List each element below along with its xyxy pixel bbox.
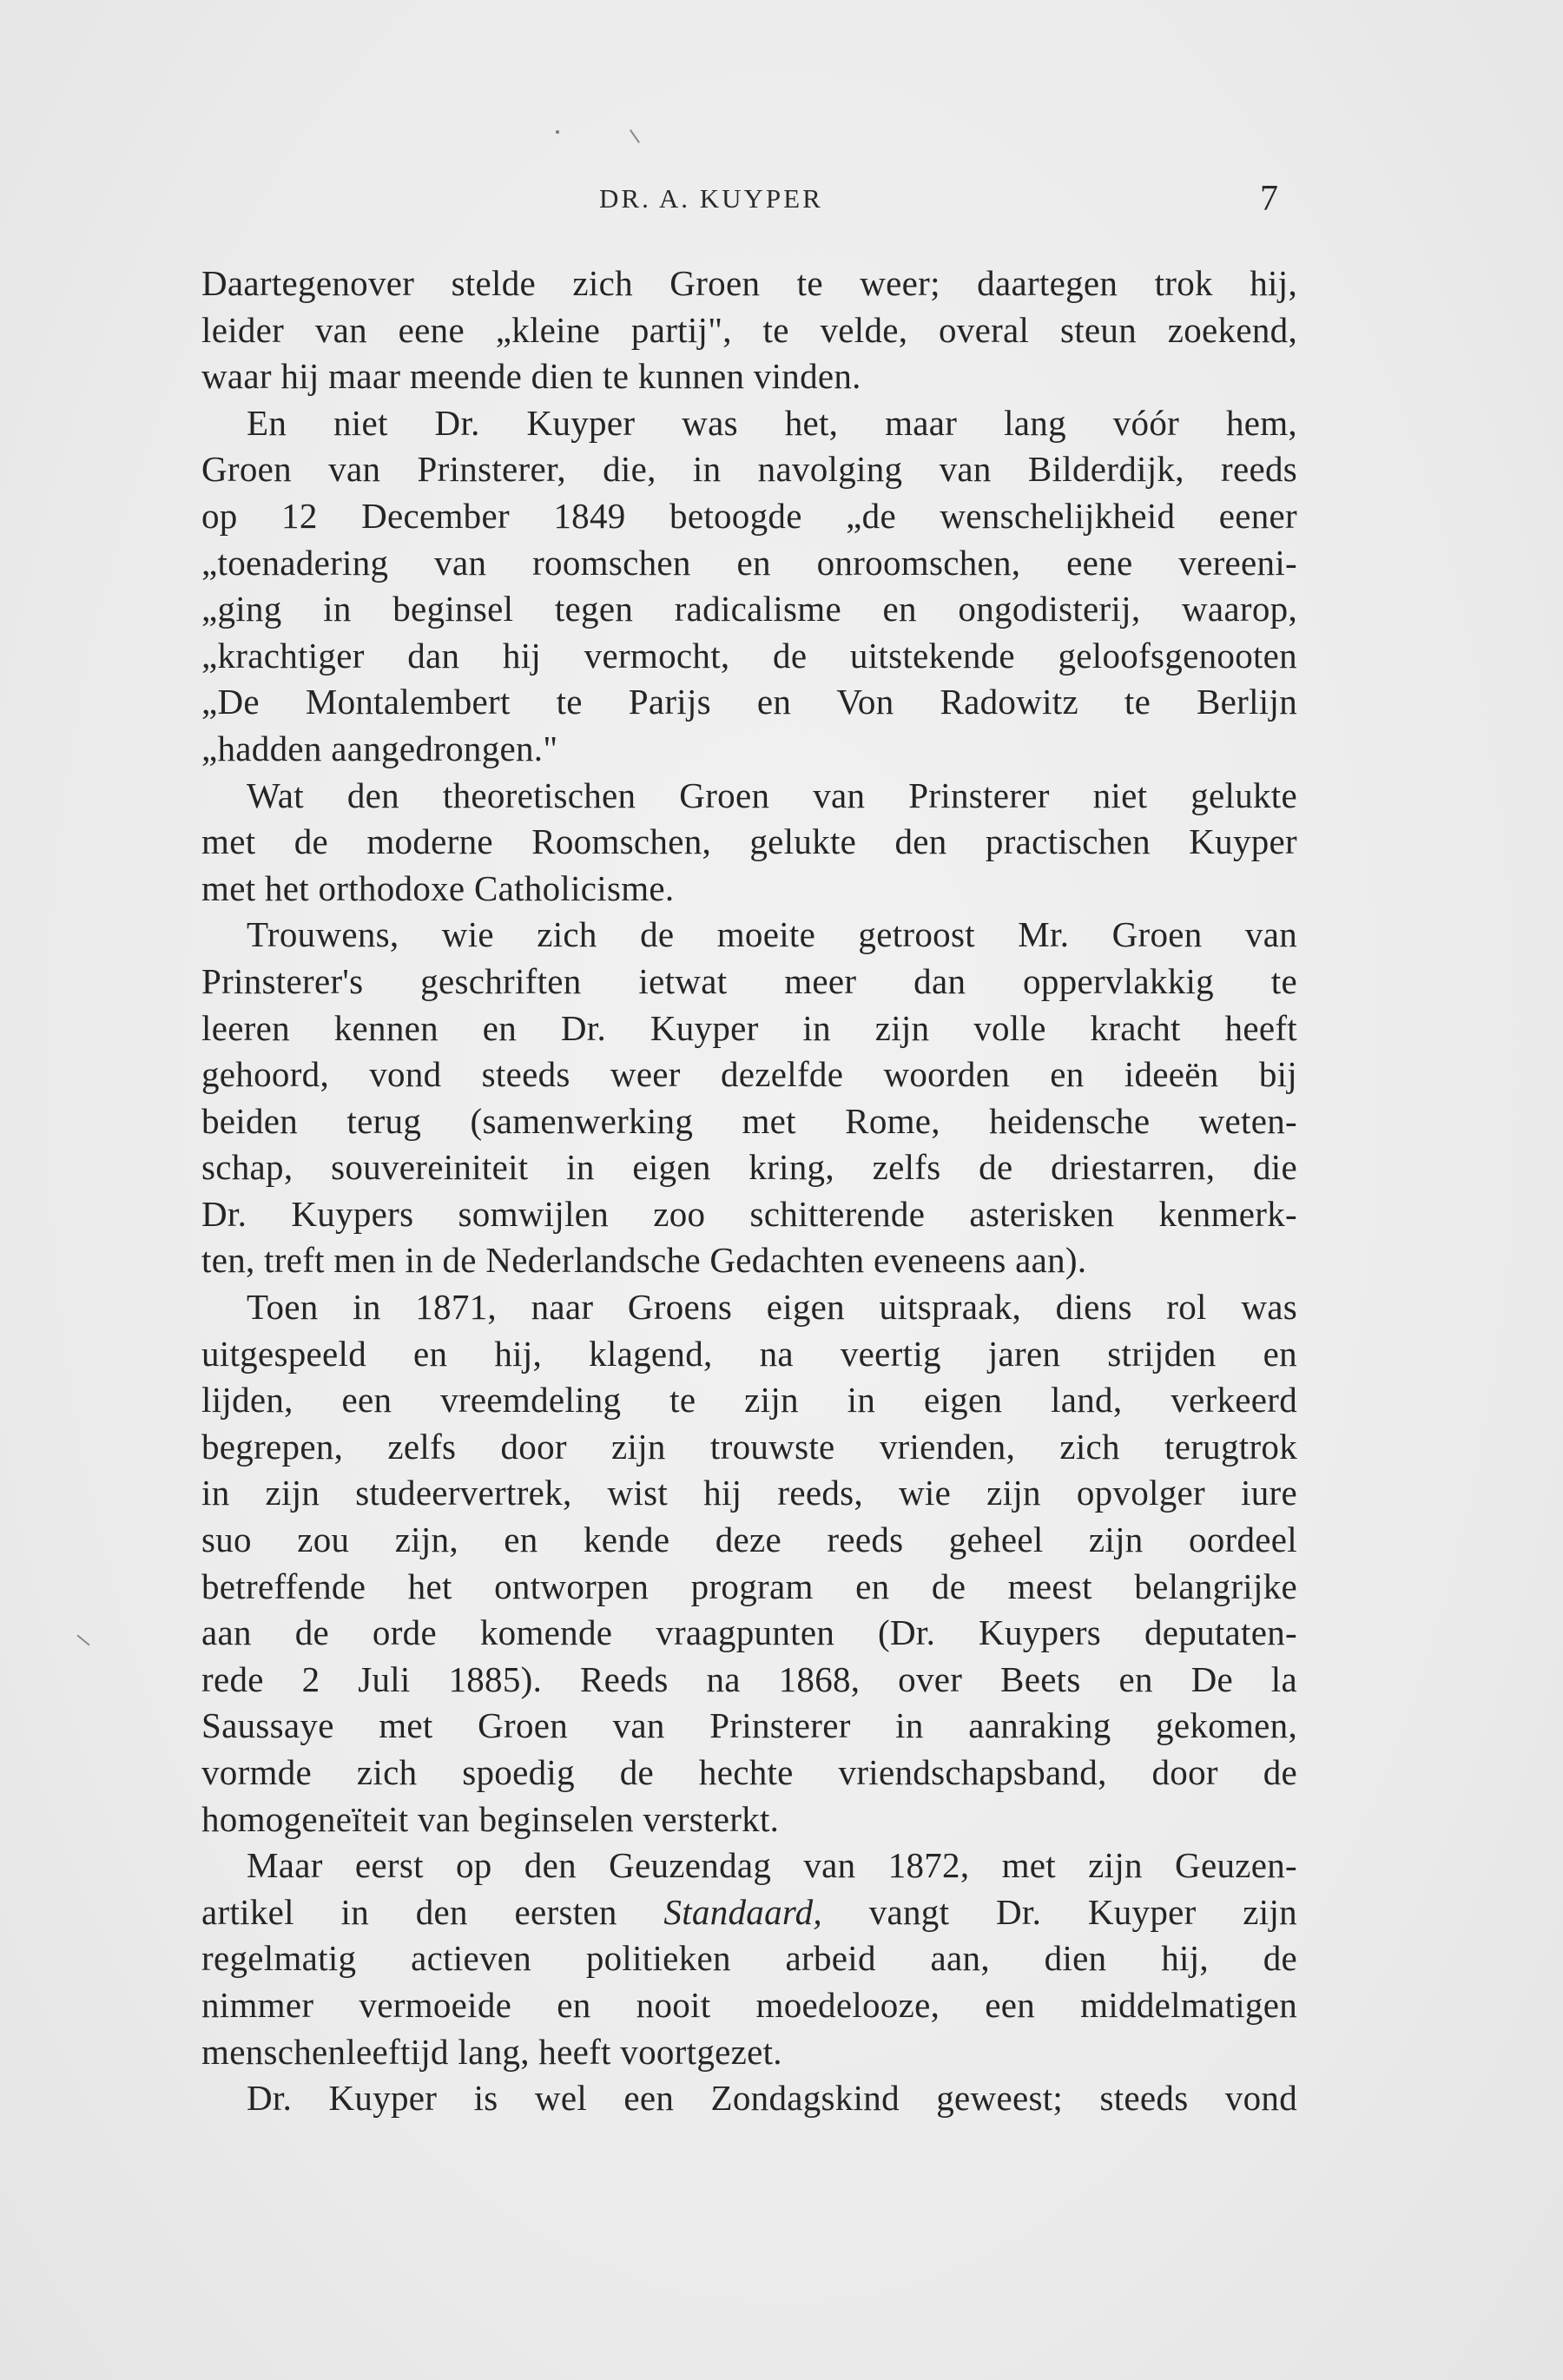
text-line: schap, souvereiniteit in eigen kring, zelfs de driestarren, die <box>201 1147 1297 1188</box>
print-speck <box>630 129 640 143</box>
text-line: rede 2 Juli 1885). Reeds na 1868, over Beets en De la <box>201 1658 1297 1699</box>
text-line: Dr. Kuyper is wel een Zondagskind geweest; steeds vond <box>247 2078 1297 2119</box>
text-line: Dr. Kuypers somwijlen zoo schitterende asterisken kenmerk- <box>201 1193 1297 1234</box>
text-line: „ging in beginsel tegen radicalisme en ongodisterij, waarop, <box>201 589 1297 630</box>
page-number: 7 <box>1260 179 1278 219</box>
text-line: vormde zich spoedig de hechte vriendschapsband, door de <box>201 1752 1297 1792</box>
text-line: „De Montalembert te Parijs en Von Radowitz te Berlijn <box>201 682 1297 722</box>
text-line: menschenleeftijd lang, heeft voortgezet. <box>201 2031 782 2072</box>
text-line: waar hij maar meende dien te kunnen vinden. <box>201 356 861 397</box>
text-segment: vangt Dr. Kuyper zijn <box>868 1891 1297 1932</box>
text-line: op 12 December 1849 betoogde „de wenschelijkheid eener <box>201 495 1297 536</box>
running-head: DR. A. KUYPER <box>599 183 823 214</box>
text-line: uitgespeeld en hij, klagend, na veertig jaren strijden en <box>201 1333 1297 1374</box>
print-speck <box>76 1634 89 1645</box>
text-line: Prinsterer's geschriften ietwat meer dan oppervlakkig te <box>201 960 1297 1001</box>
text-line: met de moderne Roomschen, gelukte den practischen Kuyper <box>201 821 1297 862</box>
italic-title: Standaard, <box>663 1891 822 1932</box>
text-line: leider van eene „kleine partij", te velde, overal steun zoekend, <box>201 309 1297 350</box>
text-line: Maar eerst op den Geuzendag van 1872, met zijn Geuzen- <box>247 1845 1297 1886</box>
text-line: homogeneïteit van beginselen versterkt. <box>201 1798 780 1839</box>
text-line: „toenadering van roomschen en onroomschen, eene vereeni- <box>201 542 1297 583</box>
text-line: met het orthodoxe Catholicisme. <box>201 867 675 908</box>
text-line: aan de orde komende vraagpunten (Dr. Kuypers deputaten- <box>201 1612 1297 1653</box>
text-line: Daartegenover stelde zich Groen te weer; daartegen trok hij, <box>201 263 1297 303</box>
page-header <box>201 178 1278 230</box>
text-line: in zijn studeervertrek, wist hij reeds, wie zijn opvolger iure <box>201 1473 1297 1513</box>
print-speck <box>556 130 559 134</box>
text-line: „krachtiger dan hij vermocht, de uitstekende geloofsgenooten <box>201 635 1297 676</box>
text-line: Wat den theoretischen Groen van Prinsterer niet gelukte <box>247 775 1297 815</box>
text-line: begrepen, zelfs door zijn trouwste vrienden, zich terugtrok <box>201 1426 1297 1467</box>
text-line: Toen in 1871, naar Groens eigen uitspraak, diens rol was <box>247 1287 1297 1328</box>
text-line: leeren kennen en Dr. Kuyper in zijn volle kracht heeft <box>201 1007 1297 1048</box>
text-line: Trouwens, wie zich de moeite getroost Mr. Groen van <box>247 914 1297 955</box>
text-line: Saussaye met Groen van Prinsterer in aanraking gekomen, <box>201 1705 1297 1746</box>
text-line: Groen van Prinsterer, die, in navolging van Bilderdijk, reeds <box>201 449 1297 490</box>
text-line: beiden terug (samenwerking met Rome, heidensche weten- <box>201 1100 1297 1141</box>
text-line: ten, treft men in de Nederlandsche Gedachten eveneens aan). <box>201 1240 1087 1281</box>
text-line: betreffende het ontworpen program en de meest belangrijke <box>201 1566 1297 1606</box>
body-text <box>201 260 1297 2122</box>
text-line: En niet Dr. Kuyper was het, maar lang vóór hem, <box>247 402 1297 443</box>
text-line: nimmer vermoeide en nooit moedelooze, een middelmatigen <box>201 1984 1297 2025</box>
text-line: „hadden aangedrongen." <box>201 728 558 768</box>
text-line: lijden, een vreemdeling te zijn in eigen land, verkeerd <box>201 1380 1297 1421</box>
text-segment: artikel in den eersten <box>201 1891 617 1932</box>
text-line: regelmatig actieven politieken arbeid aan, dien hij, de <box>201 1938 1297 1979</box>
text-line: suo zou zijn, en kende deze reeds geheel zijn oordeel <box>201 1520 1297 1560</box>
text-line: gehoord, vond steeds weer dezelfde woorden en ideeën bij <box>201 1054 1297 1095</box>
text-line <box>201 1889 1297 1936</box>
